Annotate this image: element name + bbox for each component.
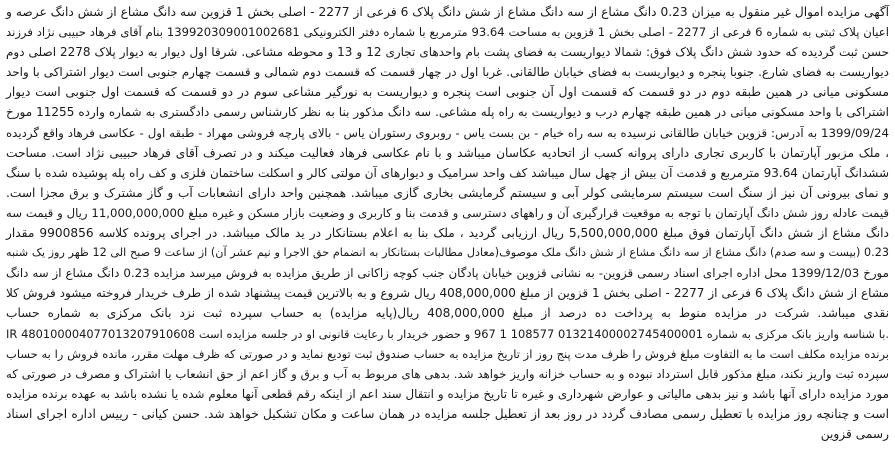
notice-line: ششدانگ آپارتمان 93.64 مترمربع و قدمت آن بیش از چهل سال میباشد کف واحد سرامیک و دیوارهای آن مولتی کالر و اسکلت ساختمان فلزی و کف راه پله پوشیده شده با سنگ <box>6 165 889 180</box>
notice-line: نقدی میباشد. شرکت در مزایده منوط به پرداخت ده درصد از مبلغ 408,000,000 ریال(پایه مزایده) به حساب سپرده ثبت نزد بانک مرکزی به شماره حساب <box>6 306 889 321</box>
notice-line: اشتراکی با واحد مسکونی میانی در همین طبقه چهارم درب و دیواریست به راه پله مشاعی. سه دانگ مذکور بنا به نظر کارشناس رسمی دادگستری به شماره وارده 11255 مورخ <box>6 105 889 120</box>
notice-line: دیواریست به فضای شارع. جنوبا پنجره و دیواریست به فضای خیابان طالقانی. غربا اول در چهار قسمت که قسمت دوم شمالی و قسمت چهارم جنوبی است دیوار اشتراکی با واحد <box>6 65 889 80</box>
notice-line: IR 480100004077013207910608 با شناسه واریز بانک مرکزی به شماره 01321400002745400001 108577 1 967 و حضور خریدار با رعایت قانونی او در جلسه مزایده است. <box>6 326 890 341</box>
notice-line: 1399/09/24 به آدرس: قزوین خیابان طالقانی نرسیده به سه راه خیام - بن بست یاس - روبروی رستوران یاس - بالای پارچه فروشی مهراد - طبقه اول - عکاسی فرهاد واقع گردیده <box>6 125 889 140</box>
notice-line: و نمای بیرونی آن نیز از سنگ است سیستم سرمایشی کولر آبی و سیستم گرمایشی بخاری گازی میباشد. همچنین واحد دارای انشعابات آب و گاز مشترک و برق مجزا است. <box>6 185 889 200</box>
notice-line: قیمت عادله روز شش دانگ آپارتمان با توجه به موقعیت قرارگیری آن و راههای دسترسی و قدمت بنا و کاربری و وضعیت بازار مسکن و غیره مبلغ 11,000,000,000 ریال و قیمت سه <box>6 205 889 220</box>
notice-line: مشاع از شش دانگ پلاک 6 فرعی از 2277 - اصلی بخش 1 قزوین از مبلغ 408,000,000 ریال شروع و به بالاترین قیمت پیشنهاد شده از طرف خریدار فروخته میشود فروش کلا <box>6 286 889 301</box>
notice-line: حسن ثبت گردیده که حدود شش دانگ پلاک فوق: شمالا دیواریست به فضای پشت بام واحدهای تجاری 12 و 13 و محوطه مشاعی. شرقا اول دیوار به دیوار پلاک 2278 اصلی دوم <box>6 45 889 60</box>
notice-line: مورد مزایده دارای آنها باشد و نیز بدهی مالیاتی و عوارض شهرداری و غیره تا تاریخ مزایده و انتقال سند اعم از اینکه رقم قطعی آنها معلوم شده یا نشده باشد به عهده برنده مزایده <box>6 386 889 401</box>
notice-line: سپرده ثبت واریز نکند، مبلغ مذکور قابل استرداد نبوده و به حساب خزانه واریز خواهد شد. بدهی های مربوط به آب و برق و گاز اعم از حق انشعاب یا اشتراک و مصرف در صورتی که <box>6 366 889 381</box>
notice-line: دانگ مشاع از شش دانگ آپارتمان فوق مبلغ 5,500,000,000 ریال ارزیابی گردید ، ملک بنا به اعلام بستانکار در ید مالک میباشد. در اجرای پرونده کلاسه 9900856 مقدار <box>6 226 889 241</box>
notice-line: مورخ 1399/12/03 محل اداره اجرای اسناد رسمی قزوین- به نشانی قزوین خیابان پادگان جنب کوچه زاکانی از طریق مزایده به فروش میرسد مزایده 0.23 دانگ مشاع از سه دانگ <box>6 266 889 281</box>
notice-line: است و چنانچه روز مزایده با تعطیل رسمی مصادف گردد در روز بعد از تعطیل جلسه مزایده در همان ساعت و مکان تشکیل خواهد شد. حسن کیانی - رییس اداره اجرای اسناد <box>6 406 889 421</box>
notice-line: 0.23 (بیست و سه صدم) دانگ مشاع از سه دانگ مشاع از شش دانگ ملک موصوف(معادل مطالبات بستانکار به انضمام حق الاجرا و نیم عشر آن) از ساعت 9 صبح الی 12 ظهر روز یک شنبه <box>6 246 889 260</box>
notice-line-last: رسمی قزوین <box>820 426 889 441</box>
notice-line: ، ملک مزبور آپارتمان با کاربری تجاری دارای پروانه کسب از اتحادیه عکاسان میباشد و با نام عکاسی فرهاد فعالیت میکند و در تصرف آقای فرهاد حبیبی نژاد است. مساحت <box>6 145 889 160</box>
notice-line: مسکونی میانی در همین طبقه دوم در دو قسمت که قسمت اول آن جنوبی است پنجره و دیواریست به نورگیر مشاعی سوم در دو قسمت که قسمت اول جنوبی است دیوار <box>6 85 889 100</box>
notice-line: برنده مزایده مکلف است ما به التفاوت مبلغ فروش را ظرف مدت پنج روز از تاریخ مزایده به حساب صندوق ثبت تودیع نماید و در صورتی که ظرف مهلت مقرر، مانده فروش را به حساب <box>6 346 889 361</box>
notice-line: اعیان پلاک ثبتی به شماره 6 فرعی از 2277 - اصلی بخش 1 قزوین به مساحت 93.64 مترمربع با شماره دفتر الکترونیکی 139920309001002681 بنام آقای فرهاد حبیبی نژاد فرزند <box>6 25 889 40</box>
notice-line: آگهی مزایده اموال غیر منقول به میزان 0.23 دانگ مشاع از سه دانگ مشاع از شش دانگ پلاک 6 فرعی از 2277 - اصلی بخش 1 قزوین سه دانگ مشاع از شش دانگ عرصه و <box>6 5 890 19</box>
